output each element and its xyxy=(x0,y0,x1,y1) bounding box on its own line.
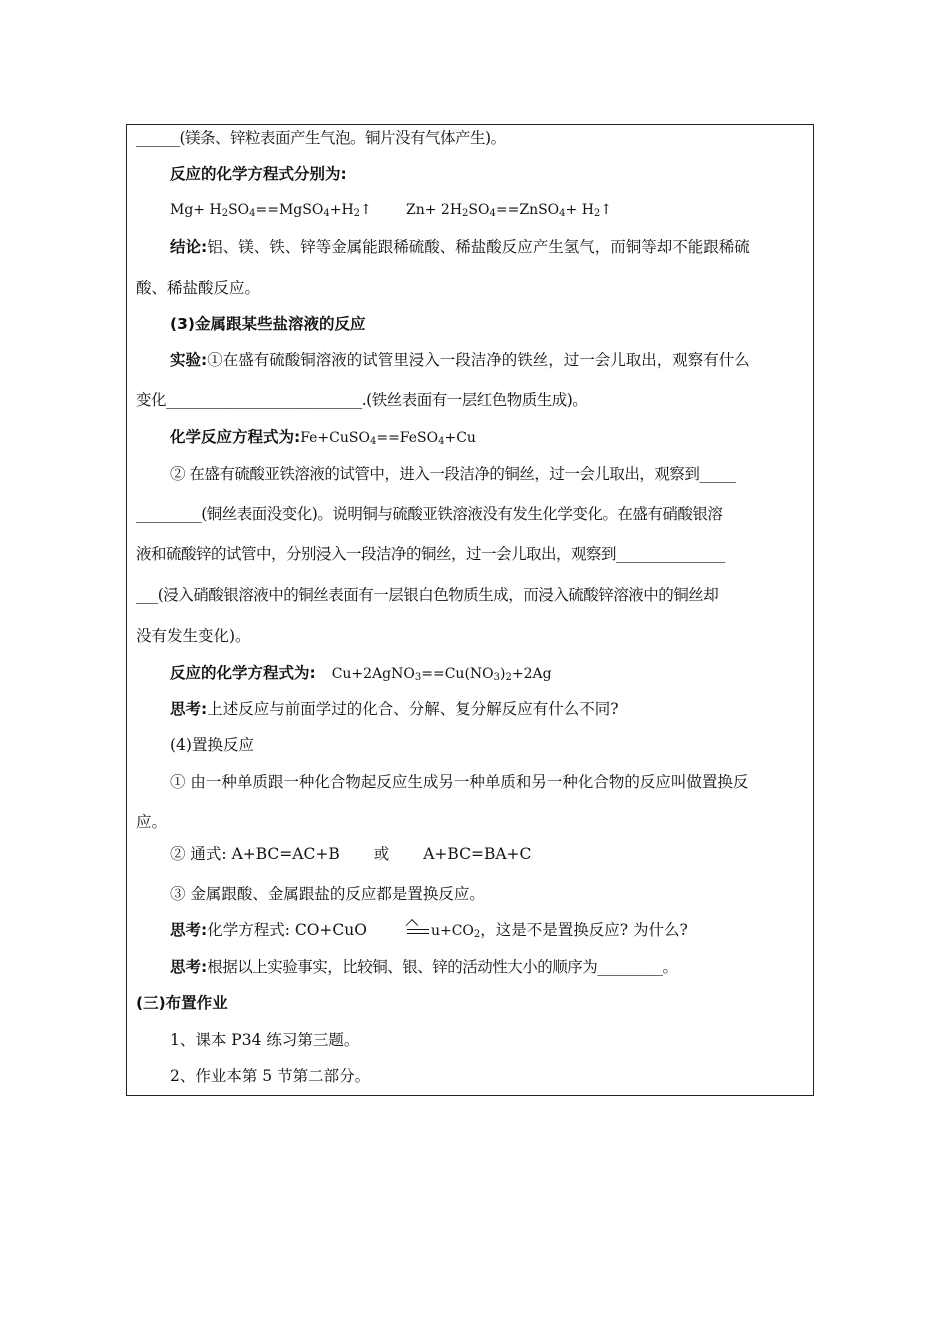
homework-heading: (三)布置作业 xyxy=(136,994,228,1012)
experiment-2-line-5: 没有发生变化)。 xyxy=(136,627,251,645)
metal-rule-line: ③ 金属跟酸、金属跟盐的反应都是置换反应。 xyxy=(170,885,485,903)
experiment-line: 实验:①在盛有硫酸铜溶液的试管里浸入一段洁净的铁丝，过一会儿取出，观察有什么 xyxy=(170,351,750,369)
experiment-line-2: 变化___________________________.(铁丝表面有一层红色物质生成)。 xyxy=(136,391,588,409)
equations-heading: 反应的化学方程式分别为: xyxy=(170,165,347,183)
general-formula-line: ② 通式: A+BC=AC+B 或 A+BC=BA+C xyxy=(170,845,532,863)
conclusion-line-2: 酸、稀盐酸反应。 xyxy=(136,279,261,297)
equation-mg: $Mg+ H_2SO_4==MgSO_4+H_2↑$ xyxy=(170,202,372,219)
think-line-1: 思考:上述反应与前面学过的化合、分解、复分解反应有什么不同? xyxy=(170,700,619,718)
equation-fe-line: 化学反应方程式为:Fe+CuSO$_4$==FeSO$_4$+Cu xyxy=(170,428,476,447)
section-4-heading: (4)置换反应 xyxy=(170,736,254,754)
experiment-2-line-3: 液和硫酸锌的试管中，分别浸入一段洁净的铜丝，过一会儿取出，观察到_______________ xyxy=(136,545,725,563)
section-3-heading: (3)金属跟某些盐溶液的反应 xyxy=(170,315,366,333)
definition-line-2: 应。 xyxy=(136,813,168,831)
definition-line: ① 由一种单质跟一种化合物起反应生成另一种单质和另一种化合物的反应叫做置换反 xyxy=(170,773,749,791)
experiment-2-line: ② 在盛有硫酸亚铁溶液的试管中，进入一段洁净的铜丝，过一会儿取出，观察到_____ xyxy=(170,465,736,483)
equation-cu-line: 反应的化学方程式为: $Cu+2AgNO_3==Cu(NO_3)_2+2Ag$ xyxy=(170,664,552,683)
think-line-2: 思考:化学方程式: CO+CuO $u+CO_2$，这是不是置换反应? 为什么? xyxy=(170,921,688,940)
experiment-2-line-4: ___(浸入硝酸银溶液中的铜丝表面有一层银白色物质生成，而浸入硫酸锌溶液中的铜丝却 xyxy=(136,586,719,604)
answer-line-1: ______(镁条、锌粒表面产生气泡。铜片没有气体产生)。 xyxy=(136,129,506,147)
equation-zn: $Zn+ 2H_2SO_4==ZnSO_4+$ $H_2↑$ xyxy=(406,202,613,219)
conclusion-line: 结论:铝、镁、铁、锌等金属能跟稀硫酸、稀盐酸反应产生氢气，而铜等却不能跟稀硫 xyxy=(170,238,750,256)
heat-equals-icon xyxy=(407,922,429,936)
think-line-3: 思考:根据以上实验事实，比较铜、银、锌的活动性大小的顺序为_________。 xyxy=(170,958,678,976)
homework-item-1: 1、课本 P34 练习第三题。 xyxy=(170,1031,360,1049)
content-table-frame xyxy=(126,124,814,1096)
experiment-2-line-2: _________(铜丝表面没变化)。说明铜与硫酸亚铁溶液没有发生化学变化。在盛有硝酸银溶 xyxy=(136,505,723,523)
homework-item-2: 2、作业本第 5 节第二部分。 xyxy=(170,1067,371,1085)
